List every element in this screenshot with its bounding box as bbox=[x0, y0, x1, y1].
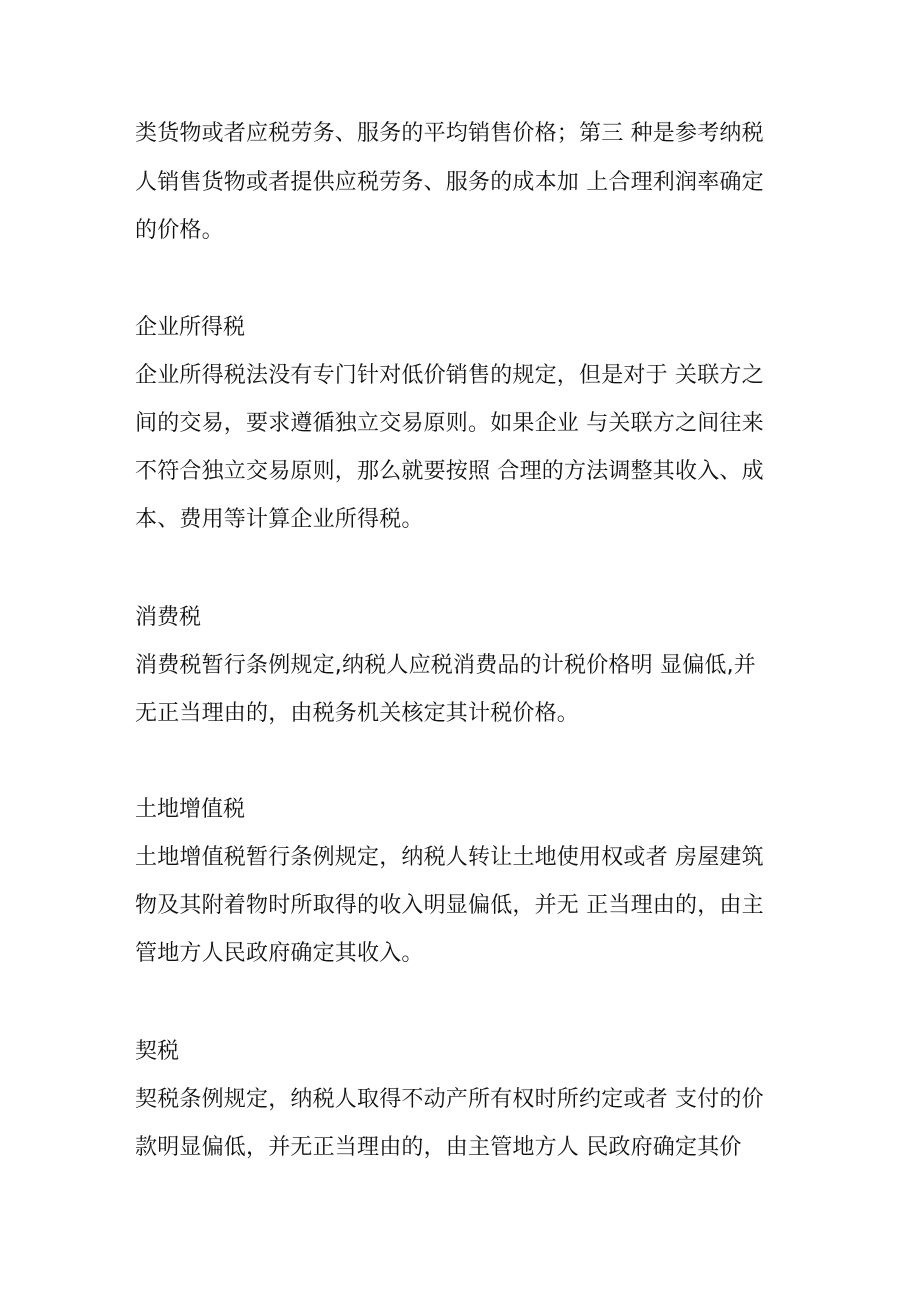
corporate-income-tax-line-1: 企业所得税法没有专门针对低价销售的规定，但是对于 关联方之 bbox=[135, 363, 764, 388]
land-value-added-tax-line-1: 土地增值税暂行条例规定，纳税人转让土地使用权或者 房屋建筑 bbox=[135, 845, 764, 870]
land-value-added-tax-line-3: 管地方人民政府确定其收入。 bbox=[135, 941, 424, 966]
consumption-tax-line-1: 消费税暂行条例规定,纳税人应税消费品的计税价格明 显偏低,并 bbox=[135, 653, 756, 678]
corporate-income-tax-line-4: 本、费用等计算企业所得税。 bbox=[135, 507, 424, 532]
land-value-added-tax-line-2: 物及其附着物时所取得的收入明显偏低，并无 正当理由的，由主 bbox=[135, 893, 764, 918]
corporate-income-tax-line-3: 不符合独立交易原则，那么就要按照 合理的方法调整其收入、成 bbox=[135, 459, 764, 484]
section-heading-consumption-tax: 消费税 bbox=[135, 605, 202, 630]
intro-line-1: 类货物或者应税劳务、服务的平均销售价格；第三 种是参考纳税 bbox=[135, 121, 764, 146]
section-heading-deed-tax: 契税 bbox=[135, 1039, 180, 1064]
consumption-tax-line-2: 无正当理由的，由税务机关核定其计税价格。 bbox=[135, 701, 580, 726]
intro-line-3: 的价格。 bbox=[135, 218, 224, 243]
section-heading-land-value-added-tax: 土地增值税 bbox=[135, 797, 246, 822]
deed-tax-line-1: 契税条例规定，纳税人取得不动产所有权时所约定或者 支付的价 bbox=[135, 1087, 764, 1112]
intro-line-2: 人销售货物或者提供应税劳务、服务的成本加 上合理利润率确定 bbox=[135, 170, 764, 195]
deed-tax-line-2: 款明显偏低，并无正当理由的，由主管地方人 民政府确定其价 bbox=[135, 1135, 742, 1160]
section-heading-corporate-income-tax: 企业所得税 bbox=[135, 315, 246, 340]
corporate-income-tax-line-2: 间的交易，要求遵循独立交易原则。如果企业 与关联方之间往来 bbox=[135, 411, 764, 436]
